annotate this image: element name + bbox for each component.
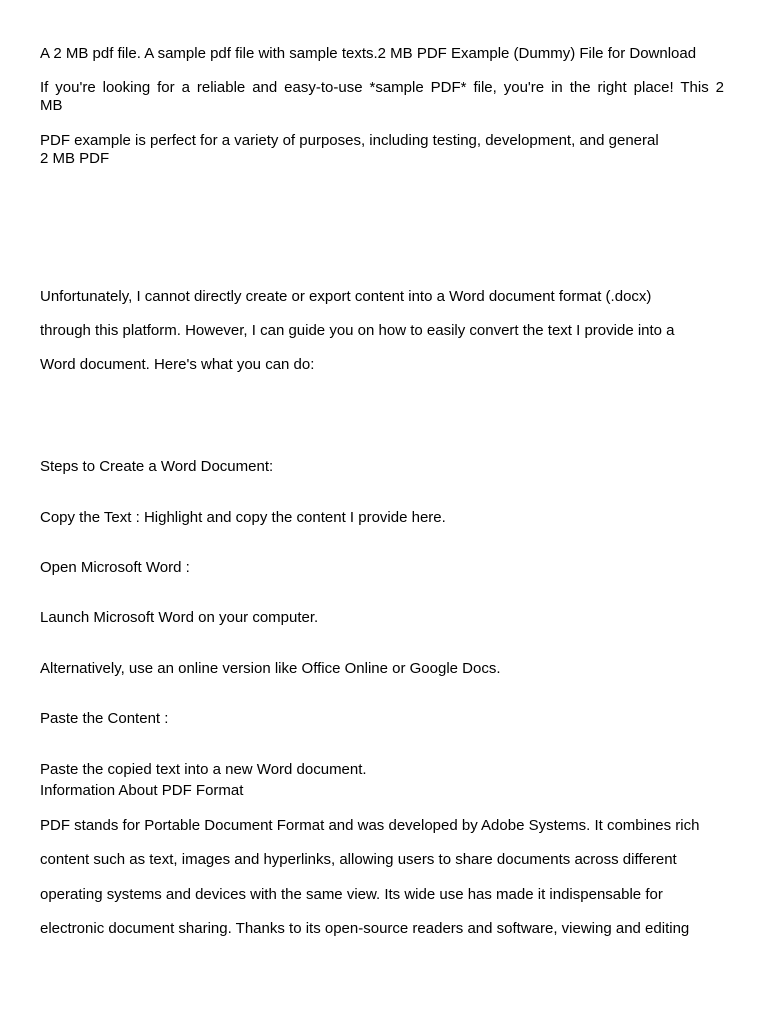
intro-paragraph-2-line-1: PDF example is perfect for a variety of purposes, including testing, development, and general — [40, 132, 659, 149]
intro-paragraph-line-2: MB — [40, 97, 63, 114]
pdf-info-line-3: operating systems and devices with the same view. Its wide use has made it indispensable for — [40, 886, 663, 903]
step-paste-text: Paste the copied text into a new Word document. — [40, 761, 367, 778]
word-note-line-1: Unfortunately, I cannot directly create or export content into a Word document format (.docx) — [40, 288, 652, 305]
step-open-word: Open Microsoft Word : — [40, 559, 190, 576]
word-note-line-2: through this platform. However, I can guide you on how to easily convert the text I provide into a — [40, 322, 675, 339]
pdf-info-heading: Information About PDF Format — [40, 782, 244, 799]
pdf-info-line-4: electronic document sharing. Thanks to its open-source readers and software, viewing and editing — [40, 920, 690, 937]
word-note-line-3: Word document. Here's what you can do: — [40, 356, 315, 373]
step-copy-text: Copy the Text : Highlight and copy the content I provide here. — [40, 509, 446, 526]
step-paste-heading: Paste the Content : — [40, 710, 169, 727]
steps-heading: Steps to Create a Word Document: — [40, 458, 274, 475]
pdf-info-line-2: content such as text, images and hyperlinks, allowing users to share documents across different — [40, 851, 677, 868]
step-launch-word: Launch Microsoft Word on your computer. — [40, 609, 319, 626]
intro-paragraph-2-line-2: 2 MB PDF — [40, 150, 110, 167]
step-alternative: Alternatively, use an online version like Office Online or Google Docs. — [40, 660, 501, 677]
intro-paragraph-line-1: If you're looking for a reliable and easy-to-use *sample PDF* file, you're in the right place! This 2 — [40, 79, 724, 96]
intro-line-1: A 2 MB pdf file. A sample pdf file with sample texts.2 MB PDF Example (Dummy) File for Download — [40, 45, 697, 62]
pdf-info-line-1: PDF stands for Portable Document Format and was developed by Adobe Systems. It combines rich — [40, 817, 700, 834]
